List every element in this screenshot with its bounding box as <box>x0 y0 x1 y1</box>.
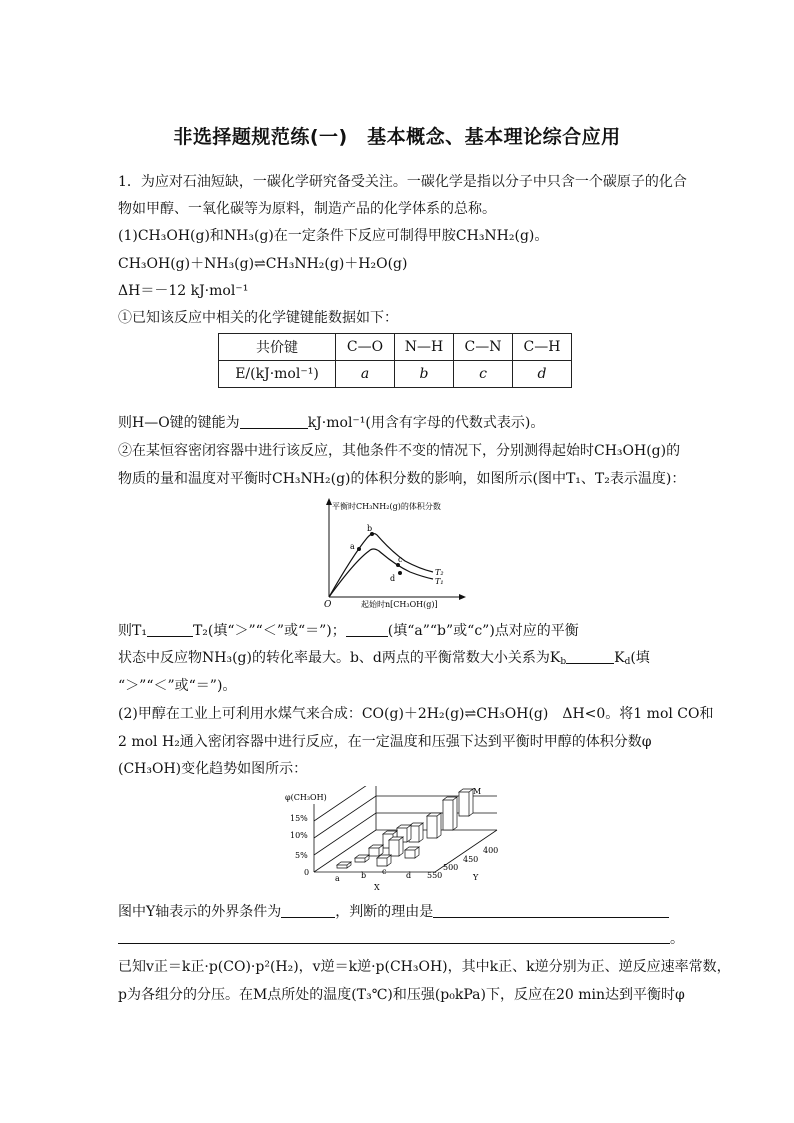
y-tick-0: 0 <box>304 868 310 877</box>
bar-m <box>459 789 473 816</box>
x-axis-label: 起始时n[CH₃OH(g)] <box>361 600 438 609</box>
table-cell: a <box>336 361 395 388</box>
bar <box>389 837 403 856</box>
point-d-label: d <box>390 574 396 583</box>
curve-t1-label: T₁ <box>435 577 444 586</box>
table-cell: c <box>454 361 513 388</box>
answer-blank[interactable] <box>433 903 669 918</box>
bar <box>337 862 351 868</box>
peak-label: M <box>473 787 482 796</box>
bar <box>355 855 369 862</box>
table-header-row <box>219 334 572 361</box>
end-punctuation: 。 <box>670 931 684 947</box>
rate-line-1: 已知v正＝k正·p(CO)·p²(H₂)，v逆＝k逆·p(CH₃OH)，其中k正、k逆分别为正、逆反应速率常数， <box>118 959 731 975</box>
table-cell: d <box>513 361 572 388</box>
answer-blank[interactable] <box>240 414 308 429</box>
answer-blank[interactable] <box>281 903 335 918</box>
ho-bond-suffix: kJ·mol⁻¹(用含有字母的代数式表示)。 <box>307 415 545 431</box>
rate-line-2: p为各组分的分压。在M点所处的温度(T₃℃)和压强(p₀kPa)下，反应在20 min达到平衡时φ <box>118 987 685 1003</box>
curve-t1 <box>329 549 433 597</box>
bar <box>377 855 391 866</box>
part1-heading: (1)CH₃OH(g)和NH₃(g)在一定条件下反应可制得甲胺CH₃NH₂(g)。 <box>118 228 549 244</box>
y-cat-400: 400 <box>483 846 499 855</box>
answer-line-1 <box>118 621 579 641</box>
x-cat-a: a <box>335 874 340 883</box>
curve-t2 <box>329 534 433 597</box>
y-tick-15: 15% <box>290 814 308 823</box>
y-cat-550: 550 <box>427 871 443 880</box>
part2-line2: 2 mol H₂通入密闭容器中进行反应，在一定温度和压强下达到平衡时甲醇的体积分数φ <box>118 734 652 750</box>
sub-question-1: ①已知该反应中相关的化学键键能数据如下： <box>118 310 398 326</box>
table-cell: b <box>395 361 454 388</box>
t2-compare: T₂(填“＞”“＜”或“＝”)； <box>192 623 346 639</box>
t1-prefix: 则T₁ <box>118 623 147 639</box>
bar <box>427 813 441 838</box>
answer-line-3: “＞”“＜”或“＝”)。 <box>118 678 237 694</box>
enthalpy-change: ΔH＝－12 kJ·mol⁻¹ <box>118 283 249 299</box>
k-compare-d: K <box>614 650 625 666</box>
table-cell: C—O <box>336 334 395 361</box>
chart-y-label: φ(CH₃OH) <box>285 793 327 802</box>
y-tick-5: 5% <box>295 851 308 860</box>
answer-blank-long[interactable] <box>118 943 670 944</box>
y-axis-prefix: 图中Y轴表示的外界条件为 <box>118 904 282 920</box>
y-cat-500: 500 <box>443 863 459 872</box>
table-row <box>219 361 572 388</box>
point-a-label: a <box>350 542 355 551</box>
answer-blank[interactable] <box>147 622 193 637</box>
y-axis-label: 平衡时CH₃NH₂(g)的体积分数 <box>332 502 441 511</box>
table-cell: 共价键 <box>219 334 336 361</box>
x-axis-name: X <box>374 883 380 892</box>
q1-intro-line1: 1．为应对石油短缺，一碳化学研究备受关注。一碳化学是指以分子中只含一个碳原子的化合 <box>118 174 687 190</box>
x-axis-arrow <box>459 594 466 600</box>
bar <box>405 847 419 858</box>
bar <box>443 797 457 830</box>
part2-line1: (2)甲醇在工业上可利用水煤气来合成：CO(g)＋2H₂(g)⇌CH₃OH(g) ΔH<0。将1 mol CO和 <box>118 706 714 722</box>
y-tick-10: 10% <box>290 831 308 840</box>
bar <box>369 845 383 856</box>
answer-blank[interactable] <box>566 649 614 664</box>
point-c-label: c <box>398 555 403 564</box>
equilibrium-fraction-graph <box>315 495 485 615</box>
k-compare-prefix: 状态中反应物NH₃(g)的转化率最大。b、d两点的平衡常数大小关系为K <box>118 650 561 666</box>
reason-prefix: ，判断的理由是 <box>335 904 434 920</box>
sub-question-2-line2: 物质的量和温度对平衡时CH₃NH₂(g)的体积分数的影响，如图所示(图中T₁、T₂表示温度)： <box>118 471 686 487</box>
table-cell: E/(kJ·mol⁻¹) <box>219 361 336 388</box>
point-d <box>398 571 402 575</box>
curve-t2-label: T₂ <box>435 568 444 577</box>
bar-group <box>337 789 473 868</box>
x-cat-b: b <box>361 871 367 880</box>
q1-intro-line2: 物如甲醇、一氧化碳等为原料，制造产品的化学体系的总称。 <box>118 201 496 217</box>
k-compare-suffix: (填 <box>630 650 650 666</box>
gridline-15 <box>314 786 376 821</box>
table-cell: C—N <box>454 334 513 361</box>
y-cat-450: 450 <box>463 855 479 864</box>
answer-blank[interactable] <box>346 622 388 637</box>
point-a <box>357 547 361 551</box>
y-axis-question <box>118 902 669 922</box>
point-choice: (填“a”“b”或“c”)点对应的平衡 <box>387 623 579 639</box>
ho-bond-question <box>118 413 544 433</box>
bond-energy-table <box>218 333 572 388</box>
part2-line3: (CH₃OH)变化趋势如图所示： <box>118 761 308 777</box>
page-title: 非选择题规范练(一) 基本概念、基本理论综合应用 <box>173 126 621 148</box>
answer-line-2: 状态中反应物NH₃(g)的转化率最大。b、d两点的平衡常数大小关系为$K_b$ $K_d$(填 <box>118 650 650 667</box>
origin-label: O <box>324 600 332 610</box>
x-cat-d: d <box>406 871 412 880</box>
table-cell: C—H <box>513 334 572 361</box>
table-cell: N—H <box>395 334 454 361</box>
ho-bond-prefix: 则H—O键的键能为 <box>118 415 240 431</box>
reaction-equation: CH₃OH(g)＋NH₃(g)⇌CH₃NH₂(g)＋H₂O(g) <box>118 256 408 272</box>
x-cat-c: c <box>382 867 387 876</box>
y-axis-name: Y <box>473 873 479 882</box>
sub-question-2-line1: ②在某恒容密闭容器中进行该反应，其他条件不变的情况下，分别测得起始时CH₃OH(g)的 <box>118 443 681 459</box>
methanol-fraction-3d-chart <box>285 786 510 892</box>
point-b-label: b <box>367 524 373 533</box>
